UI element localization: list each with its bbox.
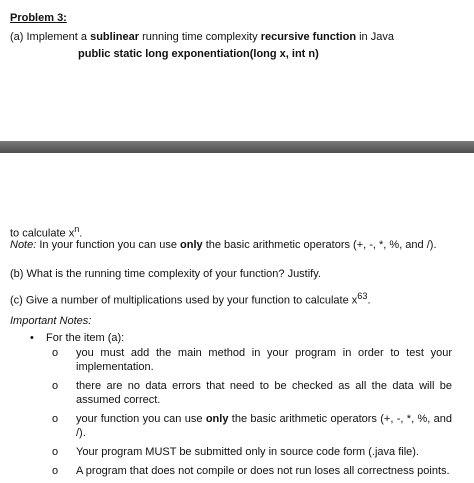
list-item xyxy=(52,379,452,407)
sub-item-3-text xyxy=(76,412,452,440)
part-a-suffix: in Java xyxy=(359,31,394,43)
sub3-post: the basic arithmetic operators (+, -, *, %, and /). xyxy=(76,413,452,439)
note-post: the basic arithmetic operators (+, -, *, %, and /). xyxy=(205,239,437,251)
note-bold: only xyxy=(180,239,203,251)
calc-sup: n xyxy=(74,224,80,234)
sub-marker: o xyxy=(52,380,59,392)
sub-item-4-text: Your program MUST be submitted only in source code form (.java file). xyxy=(76,446,419,458)
part-a-bold-recursive: recursive function xyxy=(260,31,357,43)
note-line xyxy=(10,238,437,252)
part-c-text: (c) Give a number of multiplications used by your function to calculate x xyxy=(10,294,358,307)
page-divider xyxy=(0,141,474,153)
part-a-prefix: (a) Implement a xyxy=(10,31,88,43)
sub-list xyxy=(52,346,452,483)
sub-marker: o xyxy=(52,347,59,359)
important-notes-label: Important Notes: xyxy=(10,315,92,327)
sub-marker: o xyxy=(52,465,59,477)
method-signature: public static long exponentiation(long x, int n) xyxy=(78,48,319,60)
part-a-line xyxy=(10,30,394,44)
bullet-item-a xyxy=(30,331,124,345)
part-a-bold-sublinear: sublinear xyxy=(90,31,139,43)
list-item xyxy=(52,346,452,374)
calc-text: to calculate x xyxy=(10,227,75,240)
part-c-end: . xyxy=(367,294,371,307)
calc-end: . xyxy=(79,227,83,240)
problem-title: Problem 3: xyxy=(10,12,67,24)
list-item xyxy=(52,412,452,440)
note-pre: In your function you can use xyxy=(39,239,177,251)
bullet-text: For the item (a): xyxy=(46,332,125,344)
part-a-mid: running time complexity xyxy=(142,31,258,43)
note-label: Note: xyxy=(10,239,37,251)
list-item xyxy=(52,464,452,478)
bullet-marker: • xyxy=(30,332,34,344)
sub3-pre: your function you can use xyxy=(76,413,203,425)
part-c-line xyxy=(10,289,371,308)
sub-item-5-text: A program that does not compile or does not run loses all correctness points. xyxy=(76,465,450,477)
sub-item-1-text: you must add the main method in your program in order to test your implementation. xyxy=(76,347,452,373)
sub-marker: o xyxy=(52,413,59,425)
sub-marker: o xyxy=(52,446,59,458)
sub3-bold: only xyxy=(205,413,229,425)
list-item xyxy=(52,445,452,459)
part-c-sup: 63 xyxy=(357,291,368,301)
part-b: (b) What is the running time complexity of your function? Justify. xyxy=(10,268,321,280)
sub-item-2-text: there are no data errors that need to be checked as all the data will be assumed correct. xyxy=(76,380,452,406)
